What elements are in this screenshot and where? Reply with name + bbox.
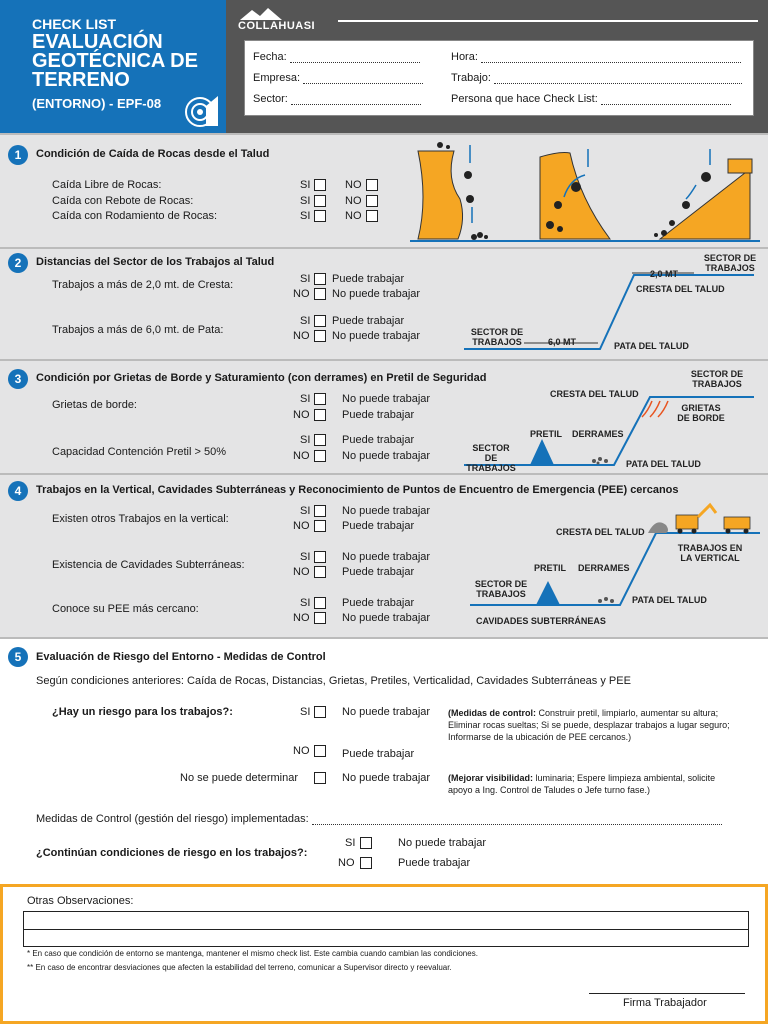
diagram-pretil-label: PRETIL xyxy=(534,563,567,573)
diagram-pata-label: PATA DEL TALUD xyxy=(626,459,701,469)
mejorar-visibilidad-note: (Mejorar visibilidad: luminaria; Espere limpieza ambiental, solicite apoyo a Ing. Control de Taludes o Jefe turno fase.) xyxy=(448,773,716,795)
section-1 xyxy=(0,133,768,247)
observations-label: Otras Observaciones: xyxy=(27,895,134,907)
option-label: No puede trabajar xyxy=(342,706,431,718)
signature-line[interactable] xyxy=(589,993,745,994)
question-label: Existen otros Trabajos en la vertical: xyxy=(52,513,229,525)
radio-signal-icon xyxy=(180,92,220,128)
no-label: NO xyxy=(293,450,310,462)
section-3 xyxy=(0,359,768,473)
si-label: SI xyxy=(300,597,311,609)
diagram-sector-label: SECTOR DE TRABAJOS xyxy=(474,579,528,599)
checkbox-si[interactable] xyxy=(314,597,326,609)
option-label: Puede trabajar xyxy=(332,315,405,327)
field-sector[interactable]: Sector: xyxy=(253,93,421,105)
no-label: NO xyxy=(338,857,355,869)
checkbox-si[interactable] xyxy=(360,837,372,849)
section-title: Condición por Grietas de Borde y Saturamiento (con derrames) en Pretil de Seguridad xyxy=(36,372,487,384)
medidas-control-note: (Medidas de control: Construir pretil, limpiarlo, aumentar su altura; Eliminar rocas sueltas; Si se puede, desplazar trabajos a lugar seguro; Informarse de la ubicación de PEE cercanos.) xyxy=(448,708,730,742)
checkbox-no[interactable] xyxy=(366,179,378,191)
checkbox-no[interactable] xyxy=(314,745,326,757)
header-checklist: CHECK LIST xyxy=(32,16,116,32)
si-label: SI xyxy=(300,315,311,327)
checkbox-no[interactable] xyxy=(366,195,378,207)
checkbox-no[interactable] xyxy=(366,210,378,222)
question-label: Existencia de Cavidades Subterráneas: xyxy=(52,559,245,571)
section-number: 2 xyxy=(8,253,28,273)
no-label: NO xyxy=(345,179,362,191)
no-label: NO xyxy=(345,195,362,207)
observations-section xyxy=(0,884,768,1024)
si-label: SI xyxy=(345,837,356,849)
intro-text: Según condiciones anteriores: Caída de Rocas, Distancias, Grietas, Pretiles, Verticalidad, Cavidades Subterráneas y PEE xyxy=(36,675,631,687)
checkbox-si[interactable] xyxy=(314,210,326,222)
si-label: SI xyxy=(300,505,311,517)
si-label: SI xyxy=(300,551,311,563)
checkbox-si[interactable] xyxy=(314,195,326,207)
observations-input[interactable] xyxy=(23,911,749,947)
diagram-sector-label: SECTOR DE TRABAJOS xyxy=(466,443,516,473)
question-label: Grietas de borde: xyxy=(52,399,137,411)
checkbox-no[interactable] xyxy=(314,612,326,624)
section-number: 5 xyxy=(8,647,28,667)
checkbox-si[interactable] xyxy=(314,393,326,405)
section-title: Evaluación de Riesgo del Entorno - Medidas de Control xyxy=(36,651,326,663)
section-4 xyxy=(0,473,768,637)
header-title-panel xyxy=(0,0,226,133)
section-title: Trabajos en la Vertical, Cavidades Subterráneas y Reconocimiento de Puntos de Encuentro de Emergencia (PEE) cercanos xyxy=(36,484,679,496)
field-trabajo[interactable]: Trabajo: xyxy=(451,72,742,84)
option-label: No puede trabajar xyxy=(342,612,431,624)
option-label: No puede trabajar xyxy=(342,393,431,405)
note-1: * En caso que condición de entorno se mantenga, mantener el mismo check list. Este cambia cuando cambian las condiciones. xyxy=(27,949,478,958)
checkbox-no[interactable] xyxy=(314,409,326,421)
note-2: ** En caso de encontrar desviaciones que afecten la estabilidad del terreno, comunicar a Supervisor directo y reevaluar. xyxy=(27,963,452,972)
section-2 xyxy=(0,247,768,359)
option-label: No puede trabajar xyxy=(332,288,421,300)
diagram-distance-label: 6,0 MT xyxy=(548,337,577,347)
header-title: EVALUACIÓN GEOTÉCNICA DE TERRENO xyxy=(32,31,198,91)
question-label: ¿Continúan condiciones de riesgo en los trabajos?: xyxy=(36,847,308,859)
option-label: Puede trabajar xyxy=(342,566,415,578)
no-label: NO xyxy=(293,745,310,757)
section-number: 3 xyxy=(8,369,28,389)
no-label: NO xyxy=(293,409,310,421)
logo xyxy=(238,6,330,32)
checkbox-no[interactable] xyxy=(314,520,326,532)
checkbox-nodet[interactable] xyxy=(314,772,326,784)
diagram-derrames-label: DERRAMES xyxy=(578,563,630,573)
checkbox-no[interactable] xyxy=(314,566,326,578)
section-title: Distancias del Sector de los Trabajos al Talud xyxy=(36,256,275,268)
diagram-pata-label: PATA DEL TALUD xyxy=(614,341,689,351)
option-label: No puede trabajar xyxy=(342,772,431,784)
option-label: Puede trabajar xyxy=(342,434,415,446)
diagram-sector-label: SECTOR DE TRABAJOS xyxy=(690,369,744,389)
header-code: (ENTORNO) - EPF-08 xyxy=(32,96,162,111)
checkbox-si[interactable] xyxy=(314,179,326,191)
diagram-cresta-label: CRESTA DEL TALUD xyxy=(550,389,639,399)
option-label: No puede trabajar xyxy=(332,330,421,342)
si-label: SI xyxy=(300,179,311,191)
checkbox-no[interactable] xyxy=(314,288,326,300)
question-label: Trabajos a más de 2,0 mt. de Cresta: xyxy=(52,279,234,291)
diagram-cavidades-label: CAVIDADES SUBTERRÁNEAS xyxy=(476,616,606,626)
diagram-pata-label: PATA DEL TALUD xyxy=(632,595,707,605)
si-label: SI xyxy=(300,210,311,222)
si-label: SI xyxy=(300,434,311,446)
option-label: Puede trabajar xyxy=(342,520,415,532)
checkbox-no[interactable] xyxy=(314,330,326,342)
field-persona[interactable]: Persona que hace Check List: xyxy=(451,93,731,105)
diagram-distance-label: 2,0 MT xyxy=(650,269,679,279)
question-label: Capacidad Contención Pretil > 50% xyxy=(52,446,226,458)
option-label: Puede trabajar xyxy=(342,597,415,609)
diagram-cresta-label: CRESTA DEL TALUD xyxy=(556,527,645,537)
option-label: No puede trabajar xyxy=(342,505,431,517)
option-label: No puede trabajar xyxy=(398,837,487,849)
field-hora[interactable]: Hora: xyxy=(451,51,741,63)
field-fecha[interactable]: Fecha: xyxy=(253,51,420,63)
checkbox-si[interactable] xyxy=(314,706,326,718)
checkbox-si[interactable] xyxy=(314,315,326,327)
no-label: NO xyxy=(293,520,310,532)
diagram-vertical-label: TRABAJOS EN LA VERTICAL xyxy=(677,543,743,563)
nodet-label: No se puede determinar xyxy=(180,772,299,784)
signature-label: Firma Trabajador xyxy=(623,997,707,1009)
option-label: Puede trabajar xyxy=(342,409,415,421)
question-label: ¿Hay un riesgo para los trabajos?: xyxy=(52,706,233,718)
checkbox-si[interactable] xyxy=(314,505,326,517)
question-label: Trabajos a más de 6,0 mt. de Pata: xyxy=(52,324,224,336)
diagram-sector-label: SECTOR DE TRABAJOS xyxy=(470,327,524,347)
diagram-derrames-label: DERRAMES xyxy=(572,429,624,439)
diagram-cresta-label: CRESTA DEL TALUD xyxy=(636,284,725,294)
option-label: Puede trabajar xyxy=(342,748,415,760)
section-number: 1 xyxy=(8,145,28,165)
question-label: Caída con Rodamiento de Rocas: xyxy=(52,210,218,222)
field-empresa[interactable]: Empresa: xyxy=(253,72,423,84)
checkbox-si[interactable] xyxy=(314,551,326,563)
diagram-pretil-label: PRETIL xyxy=(530,429,563,439)
no-label: NO xyxy=(345,210,362,222)
checkbox-si[interactable] xyxy=(314,434,326,446)
medidas-implementadas[interactable]: Medidas de Control (gestión del riesgo) implementadas: xyxy=(36,813,722,825)
checkbox-no[interactable] xyxy=(360,857,372,869)
no-label: NO xyxy=(293,566,310,578)
no-label: NO xyxy=(293,330,310,342)
question-label: Conoce su PEE más cercano: xyxy=(52,603,199,615)
option-label: No puede trabajar xyxy=(342,450,431,462)
option-label: No puede trabajar xyxy=(342,551,431,563)
option-label: Puede trabajar xyxy=(398,857,471,869)
checkbox-no[interactable] xyxy=(314,450,326,462)
si-label: SI xyxy=(300,393,311,405)
logo-text: COLLAHUASI xyxy=(238,20,316,32)
section-title: Condición de Caída de Rocas desde el Talud xyxy=(36,148,270,160)
header-rule xyxy=(338,20,758,22)
question-label: Caída Libre de Rocas: xyxy=(52,179,162,191)
option-label: Puede trabajar xyxy=(332,273,405,285)
diagram-grietas-label: GRIETAS DE BORDE xyxy=(677,403,725,423)
si-label: SI xyxy=(300,273,311,285)
header-form-panel xyxy=(226,0,768,133)
header-form xyxy=(244,40,754,116)
no-label: NO xyxy=(293,612,310,624)
diagram-sector-label: SECTOR DE TRABAJOS xyxy=(703,253,757,273)
si-label: SI xyxy=(300,195,311,207)
si-label: SI xyxy=(300,706,311,718)
no-label: NO xyxy=(293,288,310,300)
section-number: 4 xyxy=(8,481,28,501)
checkbox-si[interactable] xyxy=(314,273,326,285)
rockfall-diagram xyxy=(410,139,760,245)
section-5 xyxy=(0,637,768,884)
question-label: Caída con Rebote de Rocas: xyxy=(52,195,194,207)
